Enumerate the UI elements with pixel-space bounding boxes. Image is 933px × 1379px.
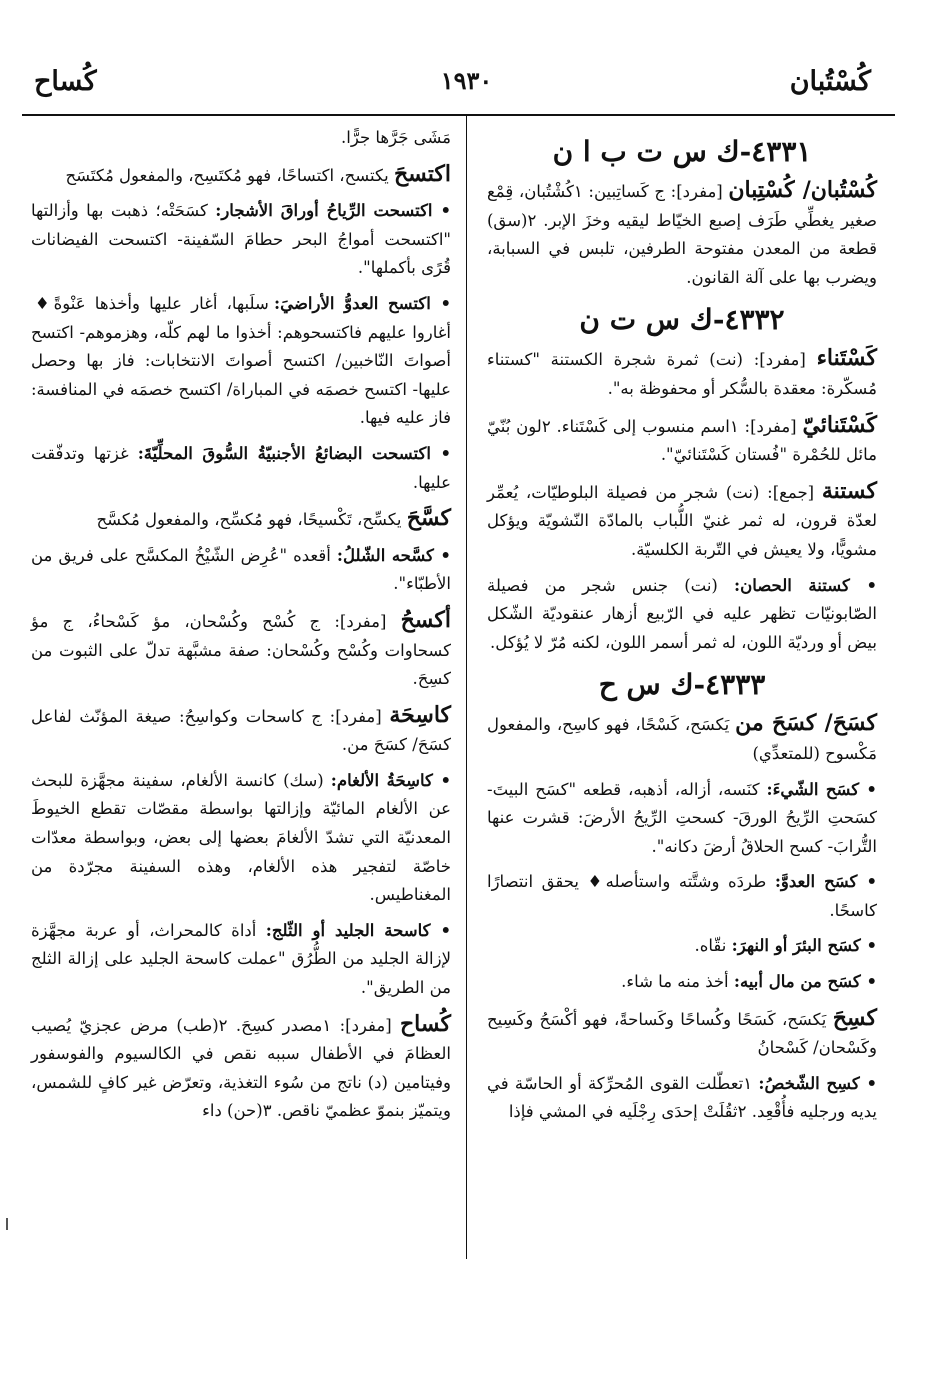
entry-sense	[31, 290, 451, 433]
definition-text: [مفرد]: ١مصدر كسِحَ. ٢(طب) مرض عجزيّ يُصيب العظامَ في الأطفال سببه نقص في الكالسيوم والفوسفور وفيتامين (د) ناتج من سُوء التغذية، وتعرّض غير كافٍ للشمس، ويتميّز بنموّ عظميّ ناقص. ٣(حن) داء	[31, 1015, 451, 1121]
definition-text: يكسِّح، تَكْسيحًا، فهو مُكسِّح، والمفعول مُكسَّح	[96, 510, 407, 530]
dictionary-entry	[31, 701, 451, 760]
definition-text: أخذ منه ما شاء.	[621, 972, 734, 992]
headword: كستنة	[821, 477, 877, 504]
sense-phrase: • كستنة الحصان:	[734, 575, 877, 595]
definition-text: أداة كالمحراث، أو عربة مجهَّزة لإزالة الجليد من الطُّرُق "عملت كاسحة الجليد على إزالة الثلج من الطريق".	[31, 920, 451, 998]
headword: كَسْتَنائيّ	[802, 411, 877, 438]
definition-text: كسَحَتْه؛ ذهبت بها وأزالتها "اكتسحت أمواجُ البحر حطامَ السّفينة- اكتسحت الفيضانات قُرًى بأكملها".	[31, 201, 451, 278]
entry-sense	[487, 968, 877, 997]
entry-sense	[487, 868, 877, 925]
definition-text: كنَسه، أزاله، أذهبه، قطعه "كسَح البيتَ- كسَحتِ الرِّيحُ الورقَ- كسحتِ الرِّيحُ الأرضَ: قشرت عنها التُّرابَ- كسح الحلاقُ أرضَ دكانه".	[487, 779, 877, 856]
root-heading: ٤٣٣٣-ك س ح	[598, 668, 766, 702]
definition-text: ١تعطّلت القوى المُحرِّكة أو الحاسّة في يديه ورجليه فأُقْعِد. ٢ثقُلَتْ إحدَى رِجْلَيه في المشي فإذا	[487, 1073, 877, 1122]
entry-sense	[31, 542, 451, 599]
headword: كُسْتُبان/ كُسْتِبان	[728, 177, 877, 203]
sense-phrase: • اكتسحت البضائعُ الأجنبيّةُ السُّوقَ المحلِّيّةَ:	[137, 443, 452, 463]
definition-text: يَكسَح، كَسَحًا وكُساحًا وكَساحةً، فهو أكْسَحُ وكَسِيح وكَسْحان/ كَسْحانُ	[487, 1009, 877, 1058]
definition-text: (نت) جنس شجر من فصيلة الصّابونيّات تظهر عليه في الرّبيع أزهار عنقوديّة الشّكل بيض أو ورديّة اللون، له ثمر أسمر اللون، لكنه مُرّ لا يُؤكل.	[487, 575, 877, 652]
sense-phrase: • كسِح الشّخصُ:	[758, 1073, 877, 1093]
definition-text: [مفرد]: ج كُسْح وكُسْحان، مؤ كَسْحاءُ، ج مؤ كسحاوات وكُسْح وكُسْحان: صفة مشبَّهة تدلّ على الثبوت من كسِحَ.	[31, 611, 451, 689]
sense-phrase: • اكتسحت الرِّياحُ أوراقَ الأشجار:	[215, 201, 451, 221]
entry-text: مَشَى جَرَّها جرًّا.	[341, 128, 451, 147]
entry-sense	[487, 1070, 877, 1127]
definition-text: أقعده "عُرِض الشّيْخُ المكسَّح على فريق من الأطبّاء".	[31, 545, 451, 594]
entry-sense	[31, 197, 451, 283]
definition-text: [مفرد]: (نت) ثمرة شجرة الكستنة "كستناء مُسكّرة: معقدة بالسُّكر أو محفوظة به".	[487, 350, 877, 398]
definition-text: يكتسح، اكتساحًا، فهو مُكتَسِح، والمفعول مُكتَسَح	[65, 165, 394, 185]
definition-text: [مفرد]: ج كَساتِبين: ١كُشْتُبان، قِمْع صغير يغطِّي طَرَف إصبع الخيّاط ليقيه وخزَ الإبر. ٢(سق) قطعة من المعدن مفتوحة الطرفين، تلبس في السبابة، ويضرب بها على آلة القانون.	[487, 182, 877, 287]
dictionary-entry	[487, 176, 877, 292]
entry-sense	[487, 776, 877, 862]
entry-sense	[487, 572, 877, 658]
headword: كُساح	[399, 1010, 451, 1037]
headword: كاسِحَة	[389, 701, 451, 728]
headword: اكتسحَ	[393, 160, 451, 187]
dictionary-entry	[31, 160, 451, 191]
sense-phrase: • كسَح من مال أبيه:	[733, 972, 877, 992]
sense-phrase: • كسَح العدوَّ:	[774, 872, 877, 892]
page-number: ١٩٣٠	[440, 66, 493, 95]
sense-phrase: • كسَّحه الشّللُ:	[336, 545, 451, 565]
dictionary-entry	[487, 709, 877, 768]
root-heading: ٤٣٣٢-ك س ت ن	[579, 303, 785, 337]
definition-text: [مفرد]: ١اسم منسوب إلى كَسْتَناء. ٢لون بُنّيّ مائل للحُمْرة "فُستان كَسْتَنائيّ".	[487, 416, 877, 465]
definition-text: طردَه وشتَّته واستأصله♦ يحقق انتصارًا كاسحًا.	[487, 872, 877, 920]
entry-sense	[31, 440, 451, 497]
definition-text: [جمع]: (نت) شجر من فصيلة البلوطيّات، يُعمِّر لعدّة قرون، له ثمر غنيّ اللُّباب بالمادّة النّشويّة ويؤكل مشويًّا، ولا يعيش في التّربة الكلسيّة.	[487, 482, 877, 559]
header-guide-word-left: كُساح	[34, 66, 97, 97]
sense-phrase: • كاسِحَةُ الألغام:	[330, 770, 451, 790]
dictionary-entry	[31, 504, 451, 535]
sense-phrase: • كسَح الشّيءَ:	[766, 779, 877, 799]
headword: كَسْتَناء	[816, 345, 877, 372]
header-guide-word-right: كُسْتُبان	[789, 66, 871, 97]
root-heading: ٤٣٣١-ك س ت ب ا ن	[552, 135, 812, 168]
entry-sense	[31, 767, 451, 910]
entry-sense	[487, 932, 877, 961]
right-column	[487, 124, 877, 1134]
headword: أكسحُ	[400, 606, 451, 633]
dictionary-entry	[487, 344, 877, 403]
column-divider	[466, 116, 467, 1259]
definition-text: غزتها وتدفّقت عليها.	[31, 443, 451, 492]
headword: كسِحَ	[832, 1004, 877, 1031]
entry-sense	[31, 917, 451, 1003]
headword: كسَّحَ	[406, 505, 451, 532]
scan-mark	[6, 1218, 8, 1230]
definition-text: [مفرد]: ج كاسحات وكواسِحُ: صيغة المؤنّث لفاعل كسَحَ/ كسَحَ من.	[31, 706, 451, 755]
dictionary-entry	[31, 606, 451, 694]
definition-text: (سك) كانسة الألغام، سفينة مجهَّزة للبحث عن الألغام المائيّة وإزالتها بواسطة مقصّات تقطع الخيوطَ المعدنيّة التي تشدّ الألغامَ بعضها إلى بعض، وبواسطة معدّات خاصّة لتفجير هذه الألغام، وهذه السفينة مجرّدة من المغناطيس.	[31, 770, 451, 905]
dictionary-entry	[487, 411, 877, 470]
sense-phrase: • اكتسح العدوُّ الأراضيَ:	[274, 293, 451, 313]
sense-phrase: • كاسحة الجليد أو الثّلج:	[265, 920, 451, 940]
definition-text: يَكسَح، كَسْحًا، فهو كاسِح، والمفعول مَكْسوح (للمتعدِّي)	[487, 715, 877, 763]
header-rule	[22, 114, 895, 116]
dictionary-entry	[31, 1010, 451, 1126]
dictionary-entry	[487, 1004, 877, 1063]
definition-text: سلَبها، أغار عليها وأخذها عَنْوةً♦ أغاروا عليهم فاكتسحوهم: أخذوا ما لهم كلّه، وهزموهم- اكتسح أصواتَ النّاخبين/ اكتسح أصواتَ الانتخابات: فاز بها وحصل عليها- اكتسح خصمَه في المباراة/ اكتسح خصمَه في المنافسة: فاز عليه فيها.	[31, 293, 451, 428]
definition-text: نقّاه.	[694, 936, 732, 956]
dictionary-entry	[487, 477, 877, 565]
headword: كسَحَ/ كسَحَ من	[735, 710, 877, 737]
left-column	[31, 124, 451, 1133]
sense-phrase: • كسَح البئرَ أو النهرَ:	[731, 936, 877, 956]
